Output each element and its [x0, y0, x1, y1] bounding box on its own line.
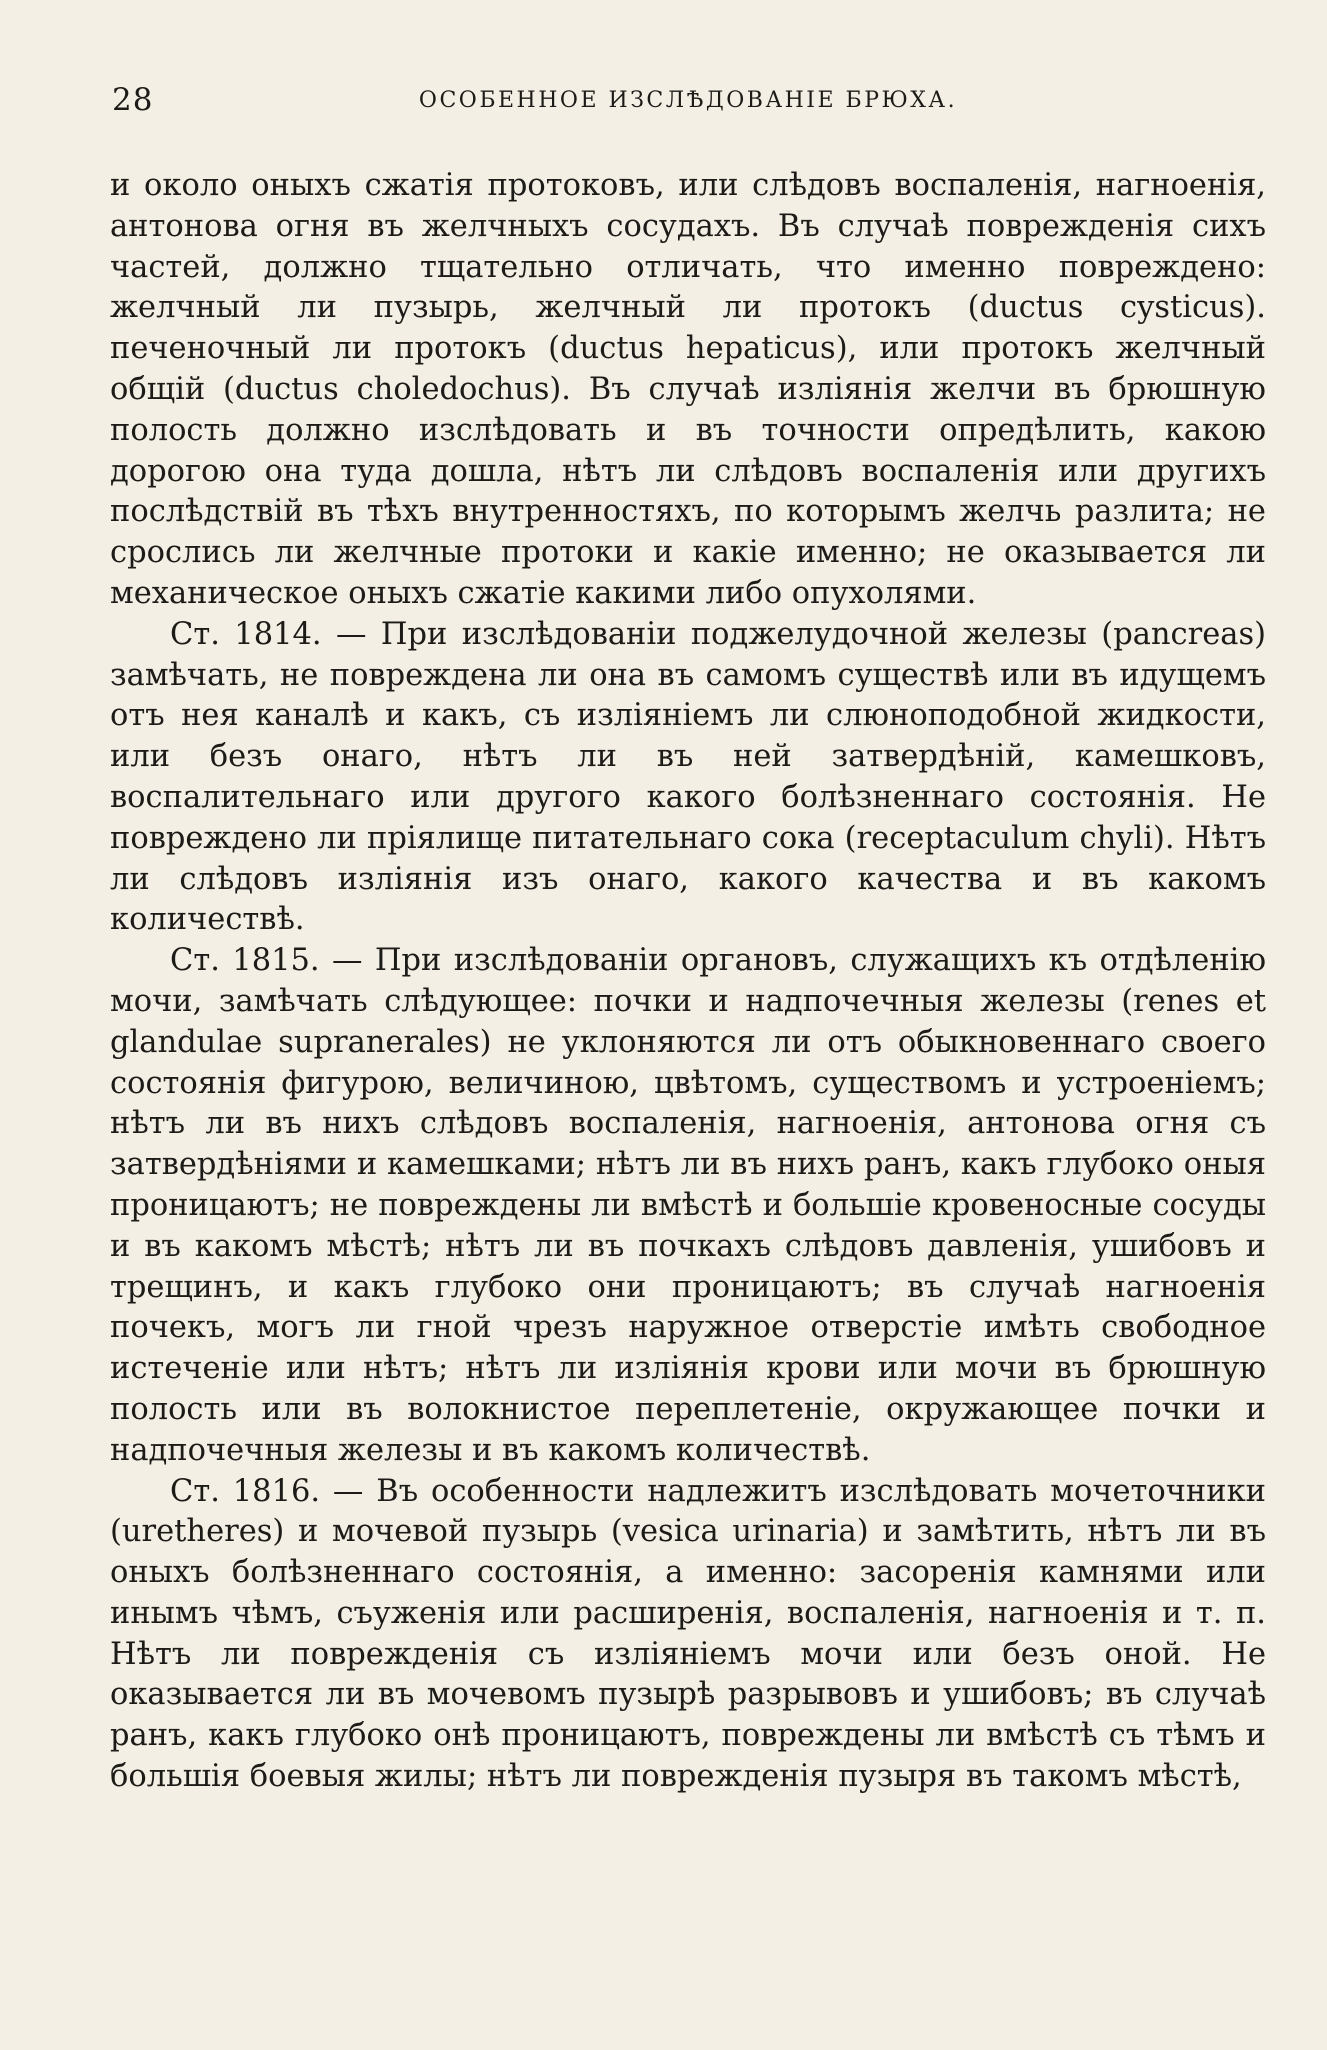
running-title: ОСОБЕННОЕ ИЗСЛѢДОВАНІЕ БРЮХА.	[418, 88, 958, 113]
page-number: 28	[112, 82, 154, 118]
paragraph-continuation: и около оныхъ сжатія протоковъ, или слѣдовъ воспаленія, нагноенія, антонова огня въ желчныхъ сосудахъ. Въ случаѣ поврежденія сихъ частей, должно тщательно отличать, что именно повреждено: желчный ли пузырь, желчный ли протокъ (ductus cysticus). печеночный ли протокъ (ductus hepaticus), или протокъ желчный общій (ductus choledochus). Въ случаѣ изліянія желчи въ брюшную полость должно изслѣдовать и въ точности опредѣлить, какою дорогою она туда дошла, нѣтъ ли слѣдовъ воспаленія или другихъ послѣдствій въ тѣхъ внутренностяхъ, по которымъ желчь разлита; не срослись ли желчные протоки и какіе именно; не оказывается ли механическое оныхъ сжатіе какими либо опухолями.	[110, 168, 1266, 611]
body-text	[110, 166, 1266, 1798]
paragraph-article-1814: Ст. 1814. — При изслѣдованіи поджелудочной железы (pancreas) замѣчать, не повреждена ли она въ самомъ существѣ или въ идущемъ отъ нея каналѣ и какъ, съ изліяніемъ ли слюноподобной жидкости, или безъ онаго, нѣтъ ли въ ней затвердѣній, камешковъ, воспалительнаго или другого какого болѣзненнаго состоянія. Не повреждено ли пріялище питательнаго сока (receptaculum chyli). Нѣтъ ли слѣдовъ изліянія изъ онаго, какого качества и въ какомъ количествѣ.	[110, 616, 1266, 938]
paragraph-article-1816: Ст. 1816. — Въ особенности надлежитъ изслѣдовать мочеточники (uretheres) и мочевой пузырь (vesica urinaria) и замѣтить, нѣтъ ли въ оныхъ болѣзненнаго состоянія, а именно: засоренія камнями или инымъ чѣмъ, съуженія или расширенія, воспаленія, нагноенія и т. п. Нѣтъ ли поврежденія съ изліяніемъ мочи или безъ оной. Не оказывается ли въ мочевомъ пузырѣ разрывовъ и ушибовъ; въ случаѣ ранъ, какъ глубоко онѣ проницаютъ, повреждены ли вмѣстѣ съ тѣмъ и большія боевыя жилы; нѣтъ ли поврежденія пузыря въ такомъ мѣстѣ,	[110, 1473, 1266, 1795]
page-header	[112, 82, 1264, 126]
paragraph-article-1815: Ст. 1815. — При изслѣдованіи органовъ, служащихъ къ отдѣленію мочи, замѣчать слѣдующее: почки и надпочечныя железы (renes et glandulae supranerales) не уклоняются ли отъ обыкновеннаго своего состоянія фигурою, величиною, цвѣтомъ, существомъ и устроеніемъ; нѣтъ ли въ нихъ слѣдовъ воспаленія, нагноенія, антонова огня съ затвердѣніями и камешками; нѣтъ ли въ нихъ ранъ, какъ глубоко оныя проницаютъ; не повреждены ли вмѣстѣ и большіе кровеносные сосуды и въ какомъ мѣстѣ; нѣтъ ли въ почкахъ слѣдовъ давленія, ушибовъ и трещинъ, и какъ глубоко они проницаютъ; въ случаѣ нагноенія почекъ, могъ ли гной чрезъ наружное отверстіе имѣть свободное истеченіе или нѣтъ; нѣтъ ли изліянія крови или мочи въ брюшную полость или въ волокнистое переплетеніе, окружающее почки и надпочечныя железы и въ какомъ количествѣ.	[110, 943, 1266, 1468]
